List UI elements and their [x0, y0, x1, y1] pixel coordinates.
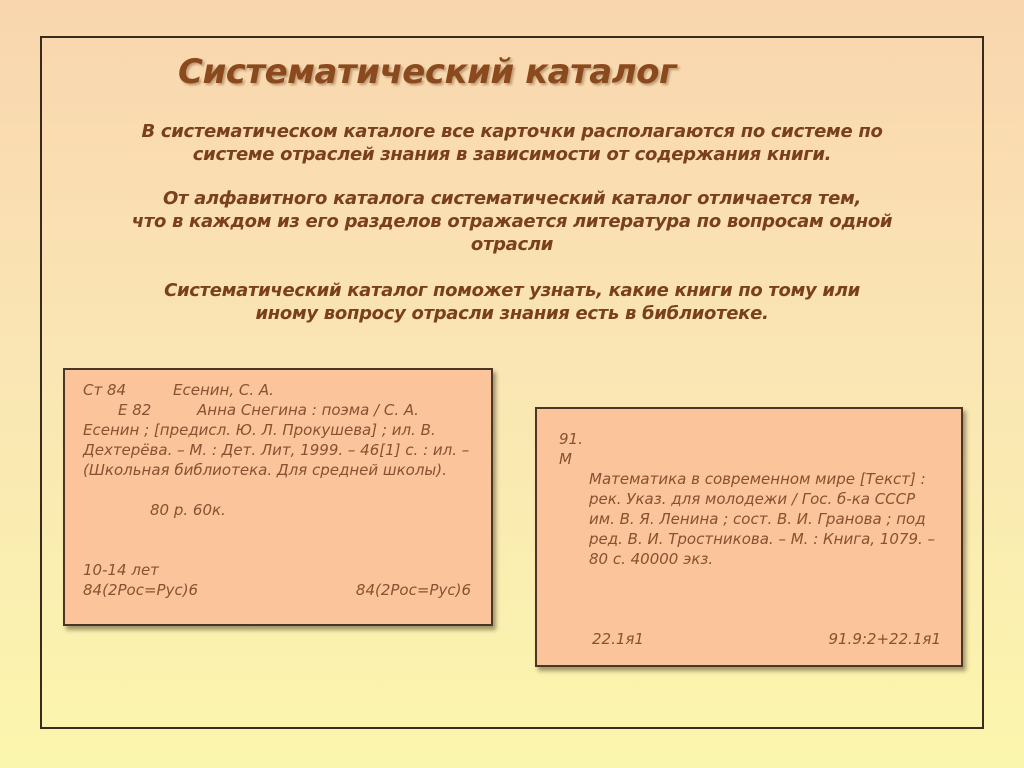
paragraph-line: иному вопросу отрасли знания есть в библиотеке.: [255, 303, 769, 324]
paragraph-line: От алфавитного каталога систематический каталог отличается тем,: [162, 188, 862, 209]
class-index: Ст 84: [83, 381, 127, 399]
description-first-line: Анна Снегина : поэма / С. А.: [197, 401, 419, 419]
class-index: 91.: [559, 430, 583, 448]
paragraph-line: системе отраслей знания в зависимости от содержания книги.: [192, 144, 832, 165]
paragraph-arrangement: [62, 120, 962, 166]
paragraph-difference: [62, 187, 962, 256]
paragraph-line: что в каждом из его разделов отражается литература по вопросам одной: [131, 211, 893, 232]
paragraph-line: Систематический каталог поможет узнать, какие книги по тому или: [164, 280, 860, 301]
author-heading: Есенин, С. А.: [173, 381, 274, 399]
card-price: 80 р. 60к.: [150, 501, 226, 519]
slide-title: Систематический каталог: [178, 52, 677, 92]
paragraph-purpose: [62, 279, 962, 325]
card-description: Есенин ; [предисл. Ю. Л. Прокушева] ; ил. В. Дехтерёва. – М. : Дет. Лит, 1999. – 46[1] с. : ил. – (Школьная библиотека. Для средней школы).: [83, 421, 470, 479]
author-mark: Е 82: [118, 401, 152, 419]
catalog-card-esenin: [63, 368, 493, 626]
classification-code-left: 84(2Рос=Рус)6: [83, 581, 199, 599]
classification-code-right: 91.9:2+22.1я1: [828, 630, 941, 648]
paragraph-line: В систематическом каталоге все карточки располагаются по системе по: [141, 121, 883, 142]
classification-code-left: 22.1я1: [592, 630, 644, 648]
catalog-card-mathematics: [535, 407, 963, 667]
paragraph-line: отрасли: [470, 234, 554, 255]
card-description: Математика в современном мире [Текст] : рек. Указ. для молодежи / Гос. б-ка СССР им. В. Я. Ленина ; сост. В. И. Гранова ; под ред. В. И. Тростникова. – М. : Книга, 1079. – 80 с. 40000 экз.: [589, 470, 936, 568]
classification-code-right: 84(2Рос=Рус)6: [355, 581, 471, 599]
age-group: 10-14 лет: [83, 561, 159, 579]
author-mark: М: [559, 450, 572, 468]
